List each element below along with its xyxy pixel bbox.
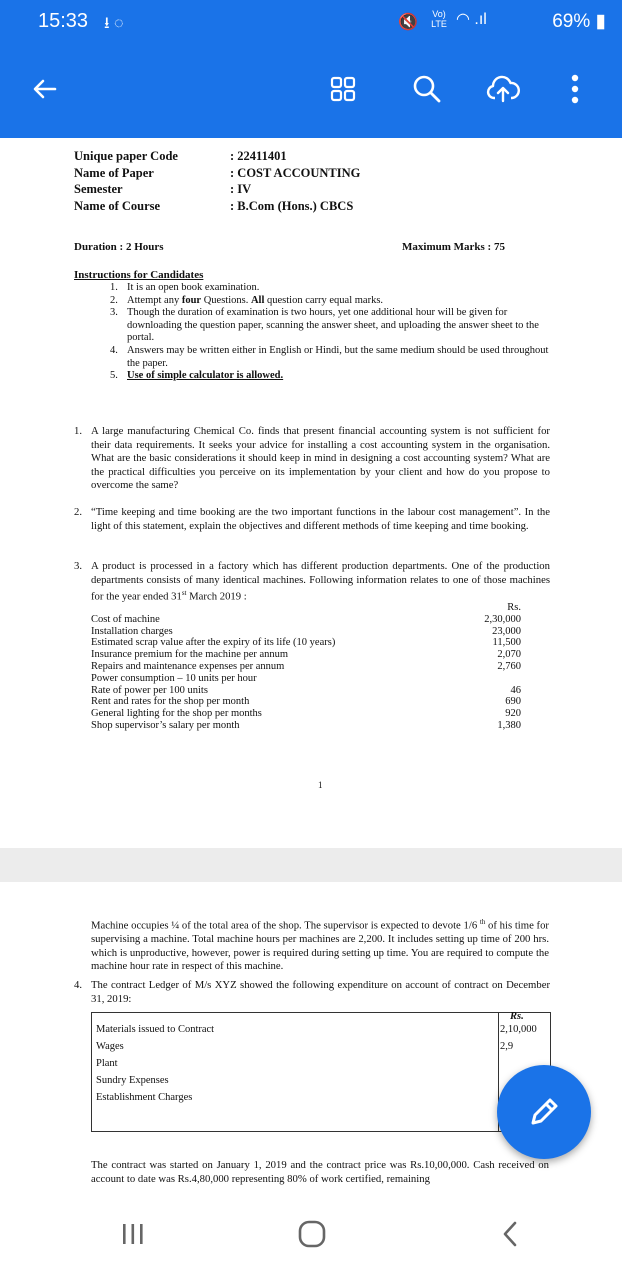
question-1: 1. A large manufacturing Chemical Co. finds that present financial accounting system is not sufficient for their data requirements. It seeks your advice for installing a cost accounting system in the organisation. What are the basic considerations it should keep in mind in designing a cost accounting system? What are the practical difficulties you perceive on its implementation by your client and how do you propose to overcome the same? (74, 425, 550, 491)
instructions-title: Instructions for Candidates (74, 269, 204, 281)
recent-apps-icon[interactable] (120, 1222, 146, 1251)
contract-expenditure-table (91, 1012, 551, 1132)
status-bar (0, 0, 622, 46)
header-row: Name of Course : B.Com (Hons.) CBCS (74, 198, 354, 213)
table-row: Rate of power per 100 units 46 (91, 684, 521, 696)
document-page-1 (0, 138, 622, 848)
list-item: 3. Though the duration of examination is two hours, yet one additional hour will be given for downloading the question paper, scanning the answer sheet, and uploading the answer sheet to the portal. (110, 307, 539, 344)
header-row: Semester : IV (74, 182, 252, 196)
table-row: General lighting for the shop per months 920 (91, 708, 521, 720)
question-4-text: The contract was started on January 1, 2019 and the contract price was Rs.10,00,000. Cash received on account to date was Rs.4,80,000 representing 80% of work certified, remaining (91, 1159, 549, 1185)
download-notification-icon: ⭳ ◌ (104, 15, 124, 32)
table-row: Cost of machine 2,30,000 (91, 613, 521, 625)
duration: Duration : 2 Hours (74, 241, 164, 253)
back-arrow-icon[interactable] (20, 64, 70, 114)
back-nav-icon[interactable] (500, 1220, 520, 1253)
table-row: Repairs and maintenance expenses per annum 2,760 (91, 660, 521, 672)
page-number: 1 (318, 780, 323, 790)
machine-cost-table (91, 602, 521, 732)
expense-values: Rs. 2,10,000 2,9 (500, 1011, 537, 1052)
table-row: Insurance premium for the machine per annum 2,070 (91, 649, 521, 661)
list-item: 4. Answers may be written either in English or Hindi, but the same medium should be used throughout the paper. (110, 344, 549, 369)
question-2: 2. “Time keeping and time booking are the two important functions in the labour cost management”. In the light of this statement, explain the objectives and different methods of time keeping and time booking. (74, 506, 550, 532)
list-item: 5. Use of simple calculator is allowed. (110, 370, 284, 382)
page-separator (0, 848, 622, 882)
edit-button[interactable] (497, 1065, 591, 1159)
battery-level: 69% ▮ (552, 11, 606, 32)
expense-labels: Materials issued to Contract Wages Plant Sundry Expenses Establishment Charges (92, 1013, 499, 1131)
question-3-continued: Machine occupies ¼ of the total area of the shop. The supervisor is expected to devote 1/6 $^{th}$ of his time for supervising a machine. Total machine hours per machines are 2,200. It includes setting up time of 200 hrs. which is unproductive, however, power is required during setting up time. You are required to compute the machine hour rate in respect of this machine. (91, 918, 549, 973)
app-toolbar (0, 46, 622, 138)
maximum-marks: Maximum Marks : 75 (402, 241, 505, 253)
cloud-upload-icon[interactable] (478, 64, 528, 114)
list-item: 2. Attempt any four Questions. All question carry equal marks. (110, 294, 384, 306)
pencil-icon (524, 1092, 564, 1132)
signal-icon: ◠ .ıl (456, 11, 487, 28)
header-row: Name of Paper : COST ACCOUNTING (74, 165, 361, 180)
status-time: 15:33 (38, 10, 89, 32)
search-icon[interactable] (402, 64, 452, 114)
table-row: Rent and rates for the shop per month 690 (91, 696, 521, 708)
instructions-list (110, 282, 550, 383)
table-header: Rs. (507, 602, 521, 613)
question-3: 3. A product is processed in a factory which has different production departments. One of the production departments consists of many identical machines. Following information relates to one of those machines for the year ended 31st March 2019 : (74, 560, 550, 603)
question-4: 4. The contract Ledger of M/s XYZ showed the following expenditure on account of contract on December 31, 2019: (74, 979, 550, 1005)
list-item: 1. It is an open book examination. (110, 282, 260, 293)
navigation-bar (0, 1190, 622, 1280)
grid-view-icon[interactable] (318, 64, 368, 114)
header-row: Unique paper Code : 22411401 (74, 149, 287, 163)
paper-header (74, 148, 360, 214)
volte-indicator: Vo) LTE (431, 9, 447, 29)
more-options-icon[interactable] (560, 64, 590, 114)
table-row: Estimated scrap value after the expiry of its life (10 years) 11,500 (91, 637, 521, 649)
table-row: Power consumption – 10 units per hour (91, 672, 257, 684)
home-icon[interactable] (297, 1220, 327, 1253)
mute-icon: 🔇 (398, 14, 418, 31)
table-row: Shop supervisor’s salary per month 1,380 (91, 719, 521, 731)
table-row: Installation charges 23,000 (91, 625, 521, 637)
